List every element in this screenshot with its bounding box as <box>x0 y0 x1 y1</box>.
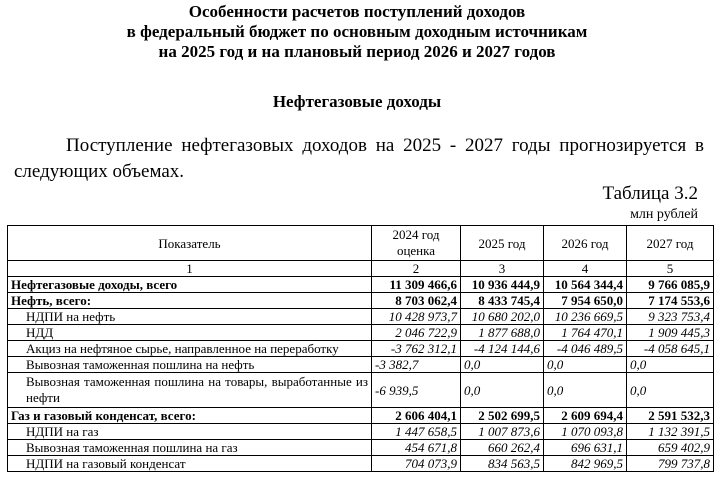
table-row <box>8 293 714 309</box>
cell-value: -6 939,5 <box>372 373 461 408</box>
row-label: Вывозная таможенная пошлина на газ <box>8 440 372 456</box>
column-number: 4 <box>544 261 627 277</box>
cell-value: 2 591 532,3 <box>627 408 714 424</box>
cell-value: 1 447 658,5 <box>372 424 461 440</box>
row-label: НДПИ на газ <box>8 424 372 440</box>
table-label: Таблица 3.2 <box>602 183 698 204</box>
title-line-3: на 2025 год и на плановый период 2026 и 2027 годов <box>158 42 556 61</box>
cell-value: 7 174 553,6 <box>627 293 714 309</box>
cell-value: 10 428 973,7 <box>372 309 461 325</box>
cell-value: 1 764 470,1 <box>544 325 627 341</box>
cell-value: 2 502 699,5 <box>461 408 544 424</box>
cell-value: 8 703 062,4 <box>372 293 461 309</box>
column-number: 1 <box>8 261 372 277</box>
row-label: Вывозная таможенная пошлина на товары, выработанные из нефти <box>8 373 372 408</box>
cell-value: 454 671,8 <box>372 440 461 456</box>
cell-value: 11 309 466,6 <box>372 277 461 293</box>
table-row <box>8 357 714 373</box>
table-header-row <box>8 226 714 261</box>
cell-value: 10 564 344,4 <box>544 277 627 293</box>
row-label: Нефть, всего: <box>8 293 372 309</box>
header-indicator: Показатель <box>8 226 372 261</box>
revenue-table <box>7 225 714 472</box>
cell-value: 0,0 <box>544 373 627 408</box>
cell-value: 834 563,5 <box>461 456 544 472</box>
cell-value: 696 631,1 <box>544 440 627 456</box>
table-row <box>8 277 714 293</box>
cell-value: 10 936 444,9 <box>461 277 544 293</box>
column-number: 5 <box>627 261 714 277</box>
row-label: Акциз на нефтяное сырье, направленное на переработку <box>8 341 372 357</box>
row-label: Газ и газовый конденсат, всего: <box>8 408 372 424</box>
cell-value: 659 402,9 <box>627 440 714 456</box>
row-label: Нефтегазовые доходы, всего <box>8 277 372 293</box>
cell-value: 0,0 <box>627 373 714 408</box>
table-row <box>8 325 714 341</box>
table-units: млн рублей <box>630 207 698 222</box>
cell-value: 660 262,4 <box>461 440 544 456</box>
header-2026: 2026 год <box>544 226 627 261</box>
cell-value: -4 046 489,5 <box>544 341 627 357</box>
row-label: НДД <box>8 325 372 341</box>
row-label: НДПИ на газовый конденсат <box>8 456 372 472</box>
cell-value: 1 070 093,8 <box>544 424 627 440</box>
column-number-row <box>8 261 714 277</box>
column-number: 2 <box>372 261 461 277</box>
table-row <box>8 456 714 472</box>
header-2025: 2025 год <box>461 226 544 261</box>
cell-value: -3 382,7 <box>372 357 461 373</box>
cell-value: 8 433 745,4 <box>461 293 544 309</box>
cell-value: -3 762 312,1 <box>372 341 461 357</box>
row-label: Вывозная таможенная пошлина на нефть <box>8 357 372 373</box>
cell-value: 10 236 669,5 <box>544 309 627 325</box>
cell-value: 2 046 722,9 <box>372 325 461 341</box>
table-row <box>8 309 714 325</box>
cell-value: 0,0 <box>461 357 544 373</box>
cell-value: 10 680 202,0 <box>461 309 544 325</box>
table-row <box>8 440 714 456</box>
cell-value: 0,0 <box>544 357 627 373</box>
header-2024: 2024 год оценка <box>372 226 461 261</box>
cell-value: -4 058 645,1 <box>627 341 714 357</box>
cell-value: -4 124 144,6 <box>461 341 544 357</box>
table-row <box>8 373 714 408</box>
table-row <box>8 424 714 440</box>
cell-value: 1 007 873,6 <box>461 424 544 440</box>
cell-value: 1 132 391,5 <box>627 424 714 440</box>
cell-value: 9 323 753,4 <box>627 309 714 325</box>
column-number: 3 <box>461 261 544 277</box>
cell-value: 1 909 445,3 <box>627 325 714 341</box>
intro-paragraph: Поступление нефтегазовых доходов на 2025 - 2027 годы прогнозируется в следующих объемах. <box>14 135 704 182</box>
cell-value: 0,0 <box>627 357 714 373</box>
cell-value: 7 954 650,0 <box>544 293 627 309</box>
cell-value: 799 737,8 <box>627 456 714 472</box>
cell-value: 842 969,5 <box>544 456 627 472</box>
cell-value: 1 877 688,0 <box>461 325 544 341</box>
table-row <box>8 408 714 424</box>
row-label: НДПИ на нефть <box>8 309 372 325</box>
cell-value: 2 609 694,4 <box>544 408 627 424</box>
document-title <box>0 2 714 62</box>
title-line-2: в федеральный бюджет по основным доходным источникам <box>126 22 588 41</box>
cell-value: 2 606 404,1 <box>372 408 461 424</box>
table-row <box>8 341 714 357</box>
title-line-1: Особенности расчетов поступлений доходов <box>188 2 526 21</box>
cell-value: 704 073,9 <box>372 456 461 472</box>
cell-value: 0,0 <box>461 373 544 408</box>
cell-value: 9 766 085,9 <box>627 277 714 293</box>
header-2027: 2027 год <box>627 226 714 261</box>
section-heading: Нефтегазовые доходы <box>272 92 442 111</box>
